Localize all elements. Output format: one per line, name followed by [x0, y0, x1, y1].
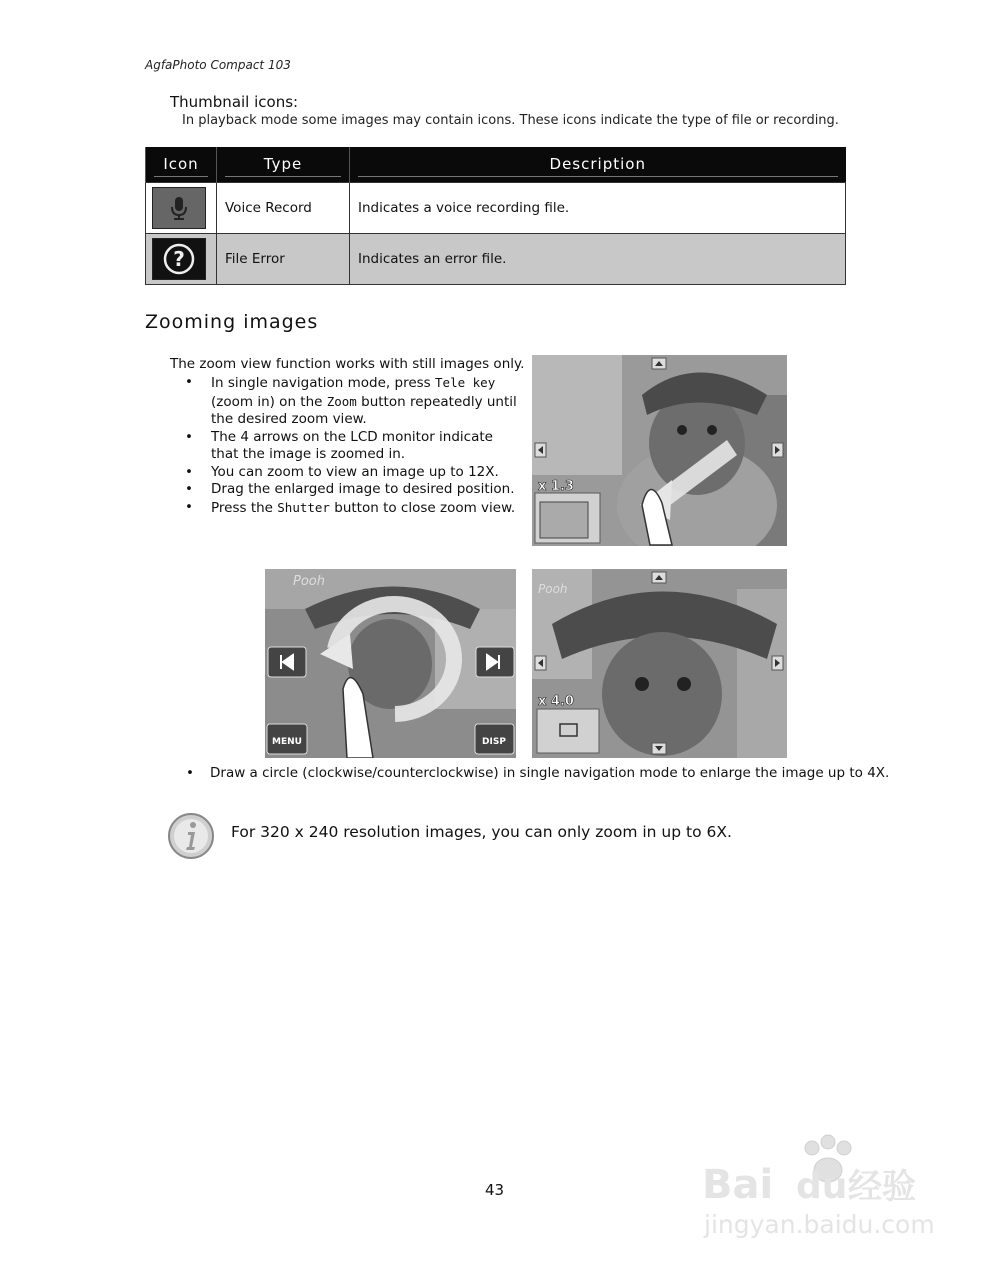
thumbnail-icons-title: Thumbnail icons:: [170, 93, 299, 111]
table-cell-description: Indicates an error file.: [350, 234, 846, 285]
info-icon: [166, 811, 216, 865]
circle-gesture-bullet: • Draw a circle (clockwise/counterclockwise) in single navigation mode to enlarge the image up to 4X.: [186, 765, 890, 781]
thumbnail-icons-intro: In playback mode some images may contain icons. These icons indicate the type of file or recording.: [182, 113, 839, 128]
zoom-level-label: x 1.3: [538, 479, 574, 494]
svg-text:jingyan.baidu.com: jingyan.baidu.com: [704, 1210, 935, 1239]
table-header-description: Description: [350, 147, 846, 183]
list-item: • Press the Shutter button to close zoom view.: [185, 499, 520, 518]
zoom-screen-1: [532, 355, 787, 546]
svg-text:du: du: [796, 1166, 848, 1207]
table-header-type: Type: [217, 147, 350, 183]
zooming-images-title: Zooming images: [145, 311, 319, 333]
baidu-watermark: [700, 1128, 935, 1247]
microphone-icon: [152, 187, 206, 229]
svg-text:Bai: Bai: [702, 1162, 774, 1208]
table-header-icon: Icon: [146, 147, 217, 183]
list-item: • In single navigation mode, press Tele key (zoom in) on the Zoom button repeatedly until the desired zoom view.: [185, 374, 520, 429]
table-row: [146, 234, 846, 285]
svg-text:?: ?: [173, 247, 185, 271]
document-header: AgfaPhoto Compact 103: [145, 58, 291, 72]
zoom-bullet-list: [185, 374, 520, 517]
pooh-text: Pooh: [293, 574, 325, 589]
menu-label: MENU: [272, 737, 302, 747]
table-cell-description: Indicates a voice recording file.: [350, 183, 846, 234]
table-row: [146, 183, 846, 234]
table-cell-type: Voice Record: [217, 183, 350, 234]
page-number: 43: [484, 1181, 505, 1199]
list-item: • Drag the enlarged image to desired position.: [185, 481, 520, 499]
circle-gesture-screen: [265, 569, 516, 758]
zoom-intro-text: The zoom view function works with still images only.: [170, 356, 525, 372]
table-cell-type: File Error: [217, 234, 350, 285]
note-text: For 320 x 240 resolution images, you can only zoom in up to 6X.: [231, 823, 732, 841]
question-mark-icon: [152, 238, 206, 280]
table-cell-icon: [146, 234, 217, 285]
zoom-screen-2: [532, 569, 787, 758]
disp-label: DISP: [482, 737, 506, 747]
pooh-text: Pooh: [538, 582, 568, 596]
zoom-level-label: x 4.0: [538, 694, 574, 709]
thumbnail-icons-table: [145, 147, 846, 285]
table-cell-icon: [146, 183, 217, 234]
table-header-row: [146, 147, 846, 183]
list-item: • The 4 arrows on the LCD monitor indicate that the image is zoomed in.: [185, 429, 520, 464]
svg-text:经验: 经验: [848, 1167, 916, 1207]
list-item: • You can zoom to view an image up to 12X.: [185, 464, 520, 482]
